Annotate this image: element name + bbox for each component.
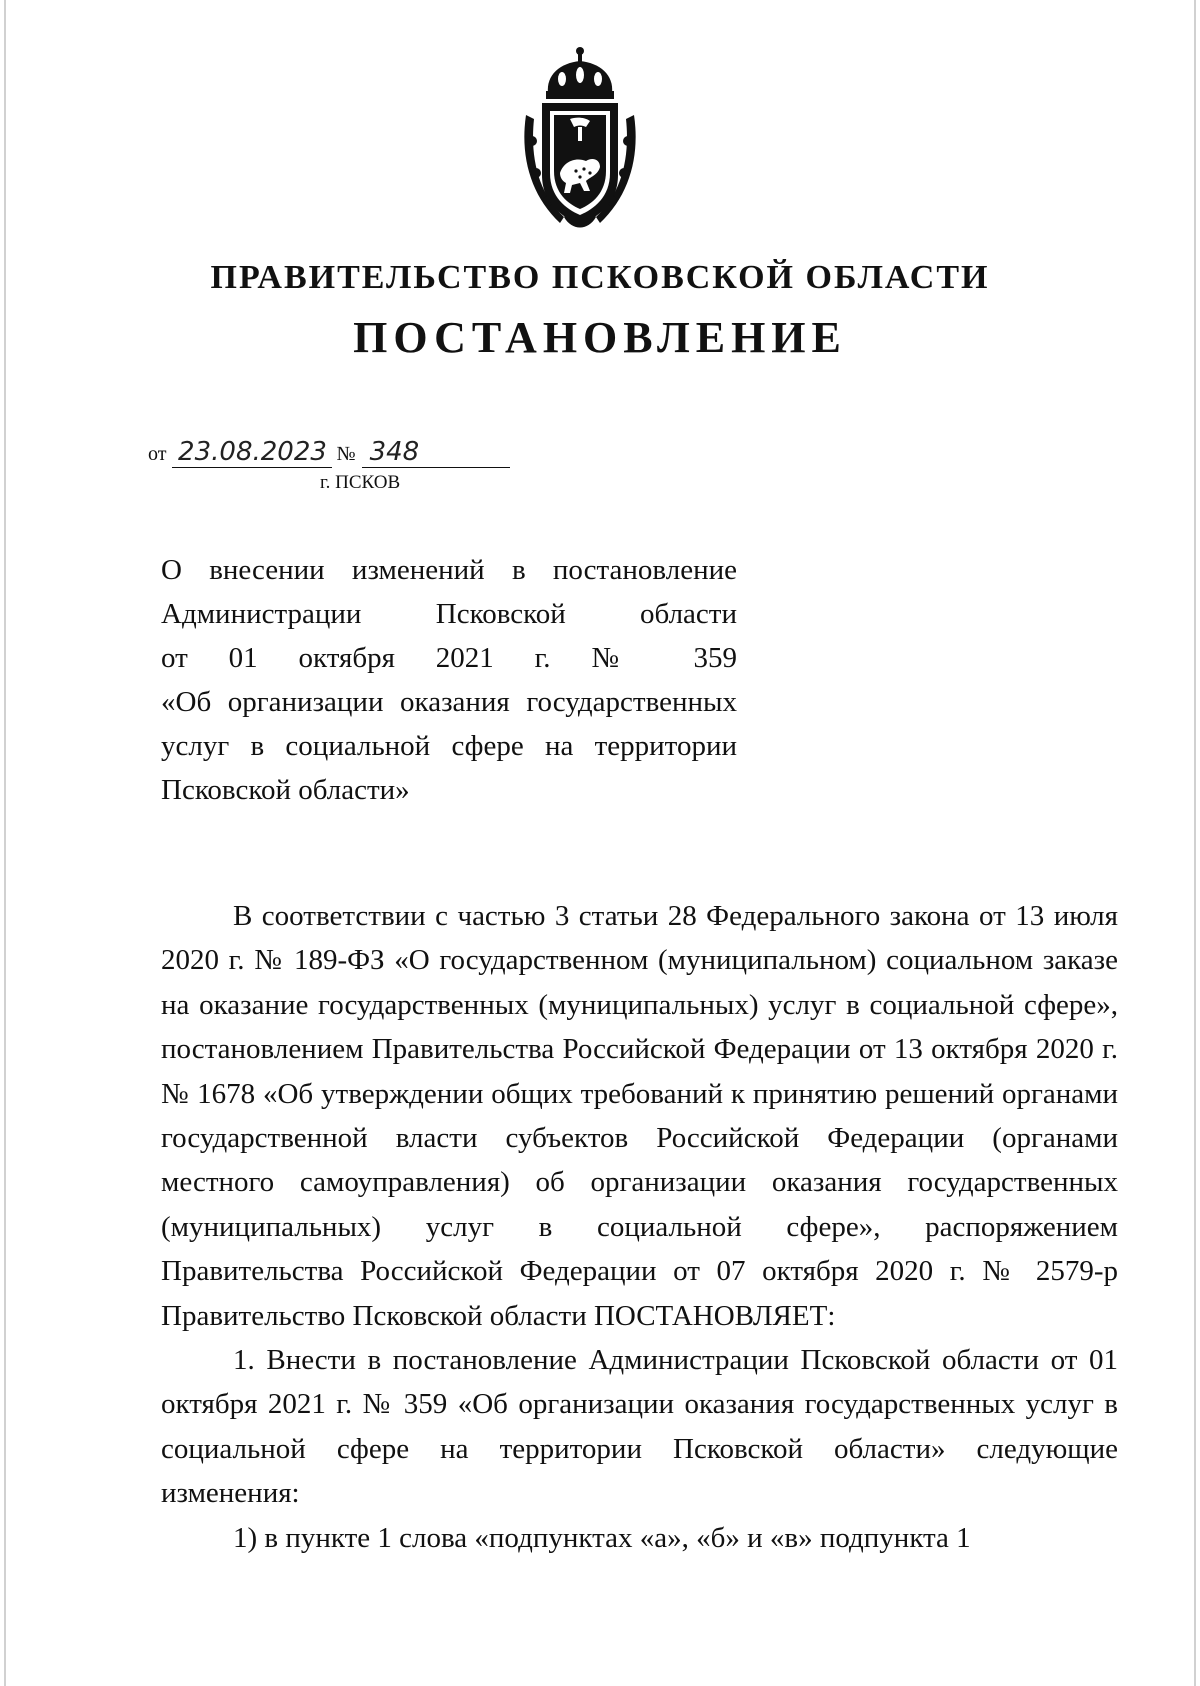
subject-line: Псковской области» [161,774,410,806]
coat-of-arms-emblem [520,45,640,235]
crown-icon [546,47,614,99]
document-subject [161,548,737,812]
number-field: 348 [362,437,510,468]
subject-line: «Об организации оказания государственных [161,686,737,718]
subject-line: О внесении изменений в постановление [161,554,737,586]
item-1-1-paragraph: 1) в пункте 1 слова «подпунктах «а», «б» и «в» подпункта 1 [233,1521,971,1554]
subject-line: Администрации Псковской области [161,598,737,630]
item-1-paragraph: 1. Внести в постановление Администрации Псковской области от 01 октября 2021 г. № 359 «Об организации оказания государственных услуг в социальной сфере на территории Псковской области» следующие изменения: [161,1344,1118,1510]
subject-line: услуг в социальной сфере на территории [161,730,737,762]
scan-edge-left [4,0,6,1686]
document-body [161,894,1118,1560]
subject-line: от 01 октября 2021 г. № 359 [161,642,737,674]
scan-edge-right [1194,0,1196,1686]
city-label: г. ПСКОВ [320,472,401,493]
document-type-title: ПОСТАНОВЛЕНИЕ [353,313,847,362]
document-date-number-line [148,437,510,468]
number-prefix: № [336,443,356,465]
preamble-paragraph: В соответствии с частью 3 статьи 28 Федерального закона от 13 июля 2020 г. № 189-ФЗ «О государственном (муниципальном) социальном заказе на оказание государственных (муниципальных) услуг в социальной сфере», постановлением Правительства Российской Федерации от 13 октября 2020 г. № 1678 «Об утверждении общих требований к принятию решений органами государственной власти субъектов Российской Федерации (органами местного самоуправления) об организации оказания государственных (муниципальных) услуг в социальной сфере», распоряжением Правительства Российской Федерации от 07 октября 2020 г. № 2579-р Правительство Псковской области ПОСТАНОВЛЯЕТ: [161,900,1118,1332]
date-prefix: от [148,443,167,465]
date-field: 23.08.2023 [172,437,332,468]
government-title: ПРАВИТЕЛЬСТВО ПСКОВСКОЙ ОБЛАСТИ [210,259,990,296]
